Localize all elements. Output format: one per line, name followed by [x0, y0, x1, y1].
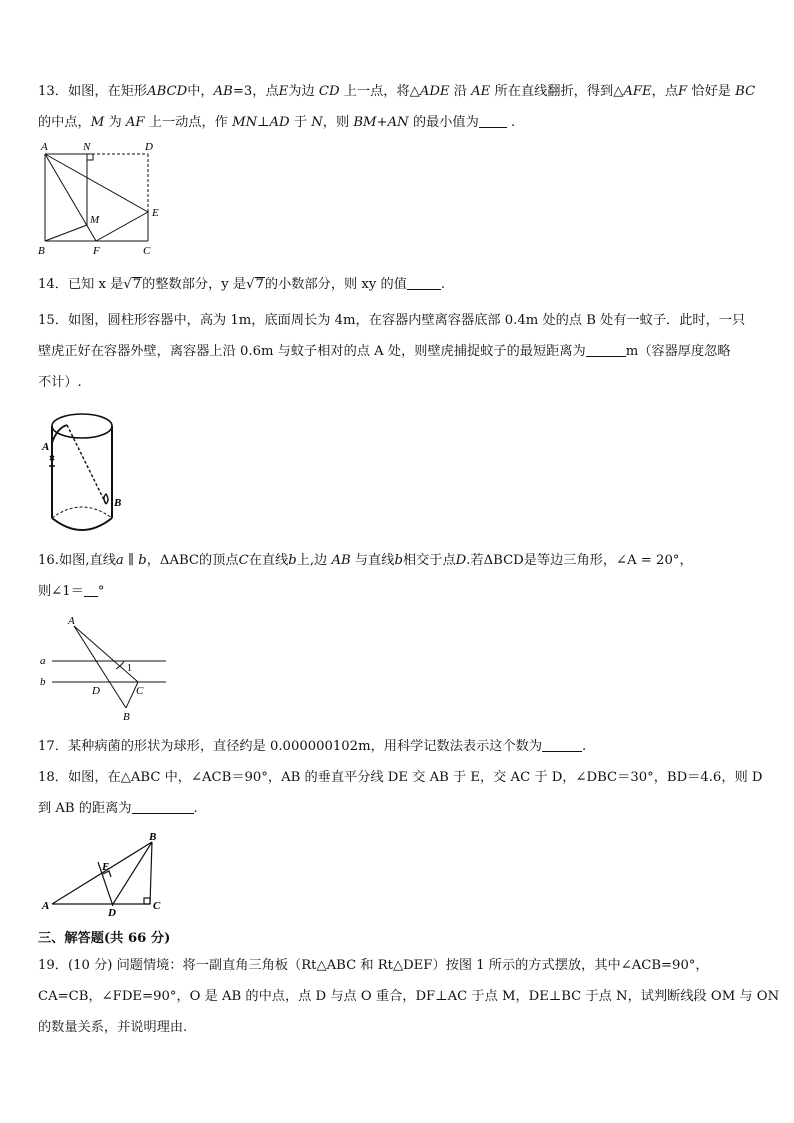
section-title: 三、解答题(共 66 分): [38, 931, 171, 946]
label-C: C: [136, 685, 144, 697]
label-E: E: [102, 861, 110, 873]
q14-text: 14．已知 x 是√7的整数部分，y 是√7的小数部分，则 xy 的值 .: [38, 277, 446, 292]
answer-blank: [407, 277, 441, 290]
label-C: C: [143, 245, 151, 257]
q16-figure: [38, 612, 173, 724]
label-a: a: [40, 655, 46, 667]
label-A: A: [68, 615, 75, 627]
label-D: D: [145, 141, 153, 153]
q19-line3: 的数量关系，并说明理由.: [38, 1020, 188, 1035]
label-F: F: [93, 245, 100, 257]
label-N: N: [83, 141, 91, 153]
answer-blank: [132, 801, 194, 814]
label-A: A: [41, 141, 48, 153]
label-B: B: [123, 711, 130, 723]
label-D: D: [108, 907, 116, 919]
label-D: D: [92, 685, 100, 697]
label-B: B: [149, 831, 157, 843]
label-A: A: [42, 441, 50, 453]
answer-blank: [542, 739, 582, 752]
q19-line1: 19．(10 分) 问题情境：将一副直角三角板（Rt△ABC 和 Rt△DEF）按图 1 所示的方式摆放，其中∠ACB=90°，: [38, 958, 709, 973]
answer-blank: [586, 344, 626, 357]
q16-line2: 则∠1＝ °: [38, 584, 105, 599]
label-b: b: [40, 676, 46, 688]
q15-line3: 不计）.: [38, 375, 82, 390]
label-C: C: [153, 900, 161, 912]
q19-line2: CA=CB，∠FDE=90°，O 是 AB 的中点，点 D 与点 O 重合，DF⊥AC 于点 M，DE⊥BC 于点 N，试判断线段 OM 与 ON: [38, 989, 780, 1004]
label-B: B: [38, 245, 45, 257]
q13-line1: 13．如图，在矩形ABCD中，AB=3，点E为边 CD 上一点，将△ADE 沿 AE 所在直线翻折，得到△AFE，点F 恰好是 BC: [38, 84, 756, 99]
q13-line2: 的中点，M 为 AF 上一动点，作 MN⊥AD 于 N，则 BM+AN 的最小值为 .: [38, 115, 516, 130]
q18-figure: [40, 830, 175, 920]
label-A: A: [42, 900, 50, 912]
label-angle-1: 1: [127, 663, 132, 674]
q17-text: 17．某种病菌的形状为球形，直径约是 0.000000102m，用科学记数法表示这个数为 .: [38, 739, 587, 754]
q18-line1: 18．如图，在△ABC 中，∠ACB＝90°，AB 的垂直平分线 DE 交 AB 于 E，交 AC 于 D，∠DBC＝30°，BD＝4.6，则 D: [38, 770, 763, 785]
answer-blank: [84, 584, 98, 597]
label-E: E: [152, 207, 159, 219]
q15-line2: 壁虎正好在容器外壁，离容器上沿 0.6m 与蚊子相对的点 A 处，则壁虎捕捉蚊子的最短距离为 m（容器厚度忽略: [38, 344, 731, 359]
q15-cylinder-figure: [40, 408, 135, 538]
q16-line1: 16.如图,直线a ∥ b，ΔABC的顶点C在直线b上,边 AB 与直线b相交于点D.若ΔBCD是等边三角形，∠A = 20°，: [38, 553, 693, 568]
label-B: B: [114, 497, 122, 509]
q13-figure: [36, 138, 171, 260]
label-M: M: [90, 214, 100, 226]
answer-blank: [479, 115, 507, 128]
q18-line2: 到 AB 的距离为 .: [38, 801, 198, 816]
q15-line1: 15．如图，圆柱形容器中，高为 1m，底面周长为 4m，在容器内壁离容器底部 0.4m 处的点 B 处有一蚊子．此时，一只: [38, 313, 746, 328]
